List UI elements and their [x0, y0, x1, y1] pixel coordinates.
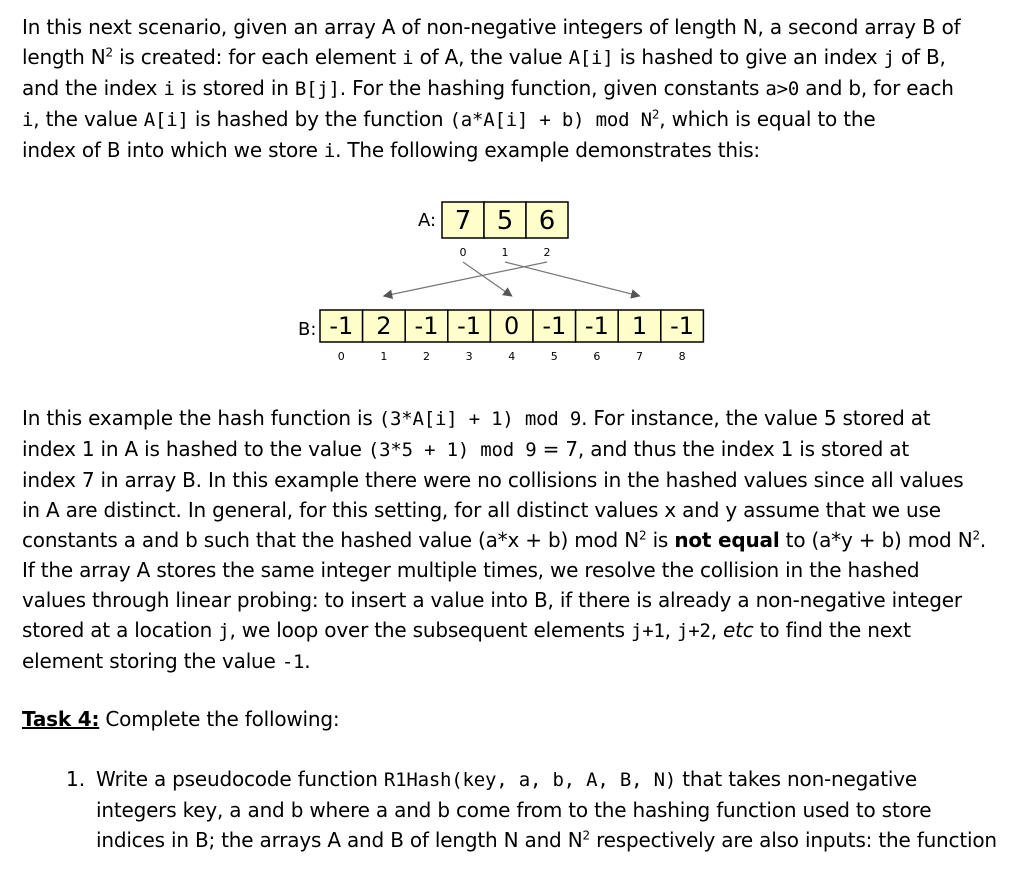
code-run: a>0	[765, 78, 800, 100]
task-heading	[22, 704, 997, 734]
text-run: index 1 in A is hashed to the value	[22, 437, 368, 461]
text-run: ,	[710, 618, 724, 642]
array-b-value: -1	[329, 312, 354, 340]
list-item-1	[96, 764, 996, 855]
code-run: (3*A[i] + 1) mod 9	[378, 408, 582, 430]
array-a-index: 0	[459, 246, 467, 259]
text-run: In this next scenario, given an array A of non-negative integers of length N, a second array B of	[22, 15, 961, 39]
text-run: constants a and b such that the hashed value (a*x + b) mod N	[22, 528, 639, 552]
text-run: length N	[22, 45, 106, 69]
superscript: 2	[582, 828, 590, 843]
array-b-index: 6	[593, 350, 601, 363]
code-run: (a*A[i] + b) mod N	[449, 109, 652, 131]
text-line	[22, 615, 997, 646]
text-run: that takes non-negative	[676, 767, 917, 791]
hash-arrow	[463, 262, 512, 296]
text-line	[96, 795, 996, 825]
italic-run: etc	[723, 618, 754, 642]
text-run: is stored in	[174, 76, 295, 100]
text-run: In this example the hash function is	[22, 406, 379, 430]
bold-run: not equal	[674, 528, 780, 552]
text-run: is	[646, 528, 675, 552]
task-intro: Complete the following:	[99, 707, 340, 731]
text-run: index 7 in array B. In this example there were no collisions in the hashed values since all values	[22, 468, 964, 492]
array-b-value: -1	[670, 312, 695, 340]
code-run: i	[402, 47, 414, 69]
array-b-index: 1	[380, 350, 388, 363]
text-run: . For the hashing function, given constants	[339, 76, 766, 100]
text-run: to (a*y + b) mod N	[779, 528, 973, 552]
text-run: values through linear probing: to insert a value into B, if there is already a non-negative integer	[22, 588, 962, 612]
array-b-value: -1	[414, 312, 439, 340]
superscript: 2	[105, 45, 113, 60]
code-run: A[i]	[143, 109, 189, 131]
text-run: . The following example demonstrates this:	[335, 138, 760, 162]
text-run: .	[304, 649, 311, 673]
array-b-index: 0	[337, 350, 345, 363]
code-run: j+2	[677, 620, 711, 642]
text-line	[96, 825, 996, 855]
code-run: (3*5 + 1) mod 9	[367, 439, 537, 461]
text-run: and b, for each	[799, 76, 954, 100]
code-run: i	[163, 78, 175, 100]
code-run: i	[323, 140, 336, 162]
array-b-index: 7	[636, 350, 643, 363]
array-b-index: 4	[508, 350, 516, 363]
text-line	[22, 465, 997, 495]
text-run: of A, the value	[413, 45, 569, 69]
text-run: in A are distinct. In general, for this setting, for all distinct values x and y assume that we use	[22, 498, 941, 522]
text-line	[22, 12, 997, 42]
intro-paragraph	[22, 12, 997, 166]
array-b-value: -1	[584, 312, 609, 340]
example-paragraph	[22, 403, 997, 677]
text-line	[22, 42, 997, 73]
code-run: j	[883, 47, 895, 69]
text-run: Write a pseudocode function	[96, 767, 384, 791]
text-run: is hashed to give an index	[613, 45, 884, 69]
text-run: to find the next	[753, 618, 911, 642]
text-run: is created: for each element	[112, 45, 403, 69]
code-run: -1	[281, 651, 305, 673]
code-run: j+1	[630, 620, 665, 642]
array-b-index: 2	[423, 350, 430, 363]
array-b-index: 3	[465, 350, 473, 363]
text-run: ,	[664, 618, 677, 642]
superscript: 2	[638, 528, 647, 543]
text-run: respectively are also inputs: the function	[589, 828, 997, 852]
text-line	[22, 525, 997, 555]
array-b-value: -1	[457, 312, 482, 340]
text-line	[22, 73, 997, 104]
array-a-label: A:	[418, 210, 437, 231]
array-b-value: 1	[631, 312, 648, 340]
list-number: 1.	[66, 767, 86, 791]
text-line	[22, 135, 997, 166]
superscript: 2	[651, 107, 660, 122]
code-run: B[j]	[294, 78, 340, 100]
text-line	[22, 434, 997, 465]
text-run: stored at a location	[22, 618, 219, 642]
text-line	[96, 764, 996, 795]
text-line	[22, 403, 997, 434]
text-run: , we loop over the subsequent elements	[229, 618, 631, 642]
text-run: .	[979, 528, 987, 552]
code-run: i	[22, 109, 34, 131]
array-a-index: 1	[501, 246, 509, 259]
array-b-value: 2	[376, 312, 392, 340]
array-a-value: 5	[496, 206, 514, 236]
text-run: , the value	[33, 107, 144, 131]
code-run: A[i]	[568, 47, 614, 69]
text-run: is hashed by the function	[188, 107, 450, 131]
array-b-index: 5	[550, 350, 558, 363]
text-run: indices in B; the arrays A and B of length N and N	[96, 828, 583, 852]
array-b-label: B:	[298, 319, 317, 340]
array-a-value: 6	[538, 206, 556, 236]
text-run: , which is equal to the	[659, 107, 876, 131]
array-b-index: 8	[678, 350, 686, 363]
text-line	[22, 646, 997, 677]
superscript: 2	[972, 528, 980, 543]
text-run: index of B into which we store	[22, 138, 324, 162]
hash-arrow	[384, 262, 547, 296]
array-b-value: 0	[504, 312, 520, 340]
text-run: = 7, and thus the index 1 is stored at	[536, 437, 909, 461]
task-title: Task 4:	[22, 707, 100, 731]
text-run: element storing the value	[22, 649, 282, 673]
array-a-value: 7	[454, 206, 472, 236]
code-run: R1Hash(key, a, b, A, B, N)	[383, 769, 677, 791]
text-run: integers key, a and b where a and b come from to the hashing function used to store	[96, 798, 932, 822]
text-line	[22, 495, 997, 525]
code-run: j	[218, 620, 230, 642]
array-a-index: 2	[543, 246, 551, 259]
text-run: of B,	[894, 45, 946, 69]
array-b-value: -1	[542, 312, 567, 340]
text-run: . For instance, the value 5 stored at	[581, 406, 931, 430]
text-run: and the index	[22, 76, 164, 100]
text-line	[22, 585, 997, 615]
text-line	[22, 104, 997, 135]
text-line	[22, 555, 997, 585]
text-run: If the array A stores the same integer multiple times, we resolve the collision in the hashed	[22, 558, 920, 582]
